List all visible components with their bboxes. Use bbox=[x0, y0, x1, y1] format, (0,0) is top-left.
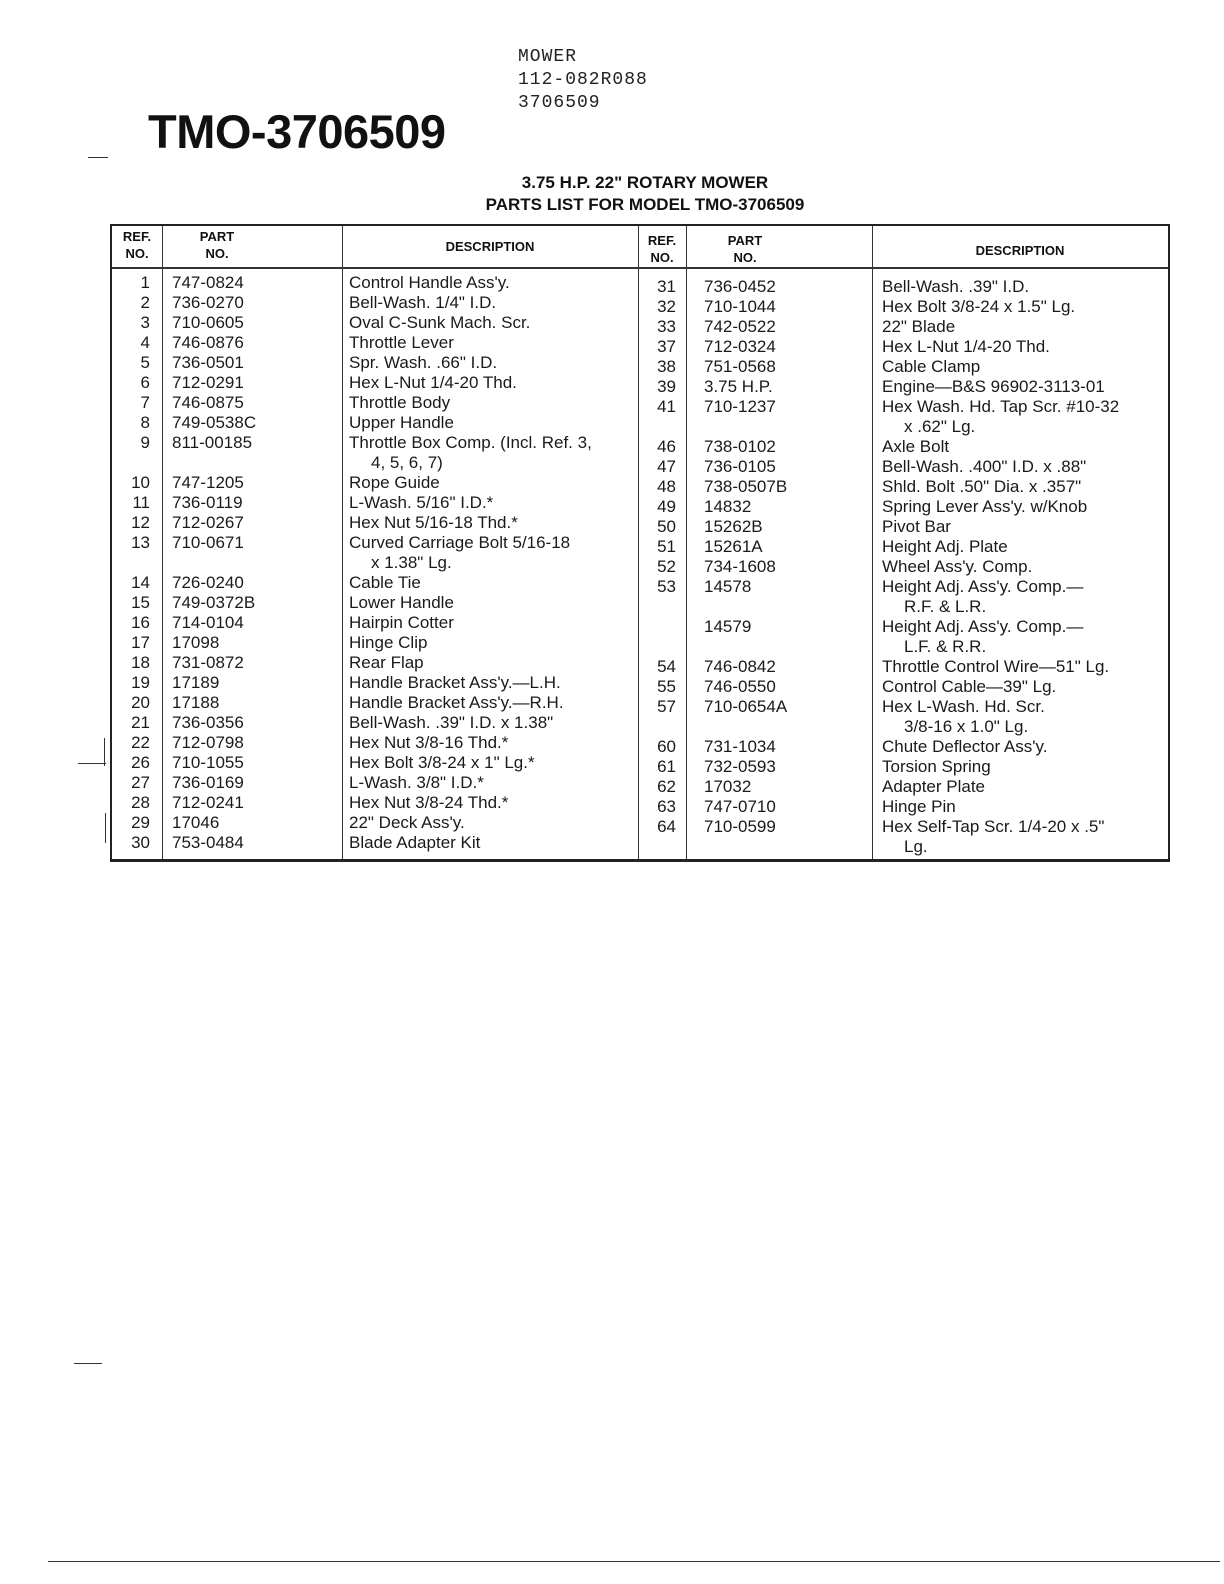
ref-number: 13 bbox=[131, 533, 150, 552]
part-description bbox=[349, 673, 561, 693]
table-row bbox=[638, 797, 1168, 817]
part-description bbox=[349, 593, 454, 613]
table-row bbox=[112, 473, 638, 493]
ref-number: 60 bbox=[657, 737, 676, 756]
ref-number: 52 bbox=[657, 557, 676, 576]
ref-number: 54 bbox=[657, 657, 676, 676]
table-row bbox=[638, 297, 1168, 317]
description-line: Hex Self-Tap Scr. 1/4-20 x .5" bbox=[882, 817, 1105, 836]
description-line: Rope Guide bbox=[349, 473, 440, 492]
part-description bbox=[882, 777, 985, 797]
ref-number: 61 bbox=[657, 757, 676, 776]
ref-number: 29 bbox=[131, 813, 150, 832]
table-row bbox=[112, 493, 638, 513]
part-description bbox=[349, 753, 535, 773]
part-number: 710-1044 bbox=[704, 297, 776, 316]
table-row bbox=[638, 677, 1168, 697]
part-description bbox=[882, 297, 1075, 317]
part-description bbox=[349, 333, 454, 353]
table-row bbox=[638, 497, 1168, 517]
table-row bbox=[638, 437, 1168, 457]
ref-number: 30 bbox=[131, 833, 150, 852]
part-number: 710-0654A bbox=[704, 697, 788, 716]
part-number: 746-0875 bbox=[172, 393, 244, 412]
table-row bbox=[638, 557, 1168, 577]
description-line: Hinge Pin bbox=[882, 797, 956, 816]
part-description bbox=[882, 497, 1087, 517]
ref-number: 33 bbox=[657, 317, 676, 336]
part-number: 14578 bbox=[704, 577, 752, 596]
table-row bbox=[112, 373, 638, 393]
part-description bbox=[349, 793, 508, 813]
part-number: 710-0671 bbox=[172, 533, 244, 552]
part-number: 736-0105 bbox=[704, 457, 776, 476]
description-line: Wheel Ass'y. Comp. bbox=[882, 557, 1033, 576]
table-row bbox=[112, 733, 638, 753]
part-number: 710-0599 bbox=[704, 817, 776, 836]
table-row bbox=[112, 433, 638, 473]
header-ref-line2: NO. bbox=[650, 250, 674, 265]
ref-number: 11 bbox=[132, 493, 150, 512]
description-continuation: 3/8-16 x 1.0" Lg. bbox=[904, 717, 1029, 736]
part-number: 747-1205 bbox=[172, 473, 244, 492]
subtitle-line-1: 3.75 H.P. 22" ROTARY MOWER bbox=[521, 173, 769, 192]
part-number: 14579 bbox=[704, 617, 752, 636]
part-description bbox=[349, 713, 553, 733]
part-description bbox=[882, 537, 1008, 557]
description-line: Engine—B&S 96902-3113-01 bbox=[882, 377, 1105, 396]
table-row bbox=[112, 513, 638, 533]
header-part-no-right bbox=[700, 232, 790, 266]
description-line: Throttle Body bbox=[349, 393, 451, 412]
table-row bbox=[112, 813, 638, 833]
description-line: Spring Lever Ass'y. w/Knob bbox=[882, 497, 1088, 516]
part-number: 710-0605 bbox=[172, 313, 244, 332]
ref-number: 8 bbox=[140, 413, 150, 432]
table-row bbox=[638, 457, 1168, 477]
description-line: Hex Nut 3/8-16 Thd.* bbox=[349, 733, 509, 752]
description-line: Torsion Spring bbox=[882, 757, 991, 776]
ref-number: 47 bbox=[657, 457, 676, 476]
description-line: Hairpin Cotter bbox=[349, 613, 454, 632]
ref-number: 15 bbox=[131, 593, 150, 612]
part-description bbox=[882, 797, 956, 817]
table-row bbox=[638, 617, 1168, 657]
table-row bbox=[638, 657, 1168, 677]
description-line: Throttle Lever bbox=[349, 333, 454, 352]
table-row bbox=[112, 753, 638, 773]
model-title: TMO-3706509 bbox=[148, 105, 446, 158]
description-line: Handle Bracket Ass'y.—R.H. bbox=[349, 693, 564, 712]
part-description bbox=[349, 633, 427, 653]
ref-number: 10 bbox=[131, 473, 150, 492]
table-row bbox=[638, 537, 1168, 557]
ref-number: 63 bbox=[657, 797, 676, 816]
description-line: Cable Tie bbox=[349, 573, 421, 592]
description-line: Lower Handle bbox=[349, 593, 454, 612]
stamp-line-1: MOWER bbox=[518, 47, 578, 67]
scan-mark bbox=[104, 738, 105, 766]
description-line: Handle Bracket Ass'y.—L.H. bbox=[349, 673, 561, 692]
ref-number: 49 bbox=[657, 497, 676, 516]
scan-mark bbox=[74, 1363, 102, 1364]
part-number: 710-1237 bbox=[704, 397, 776, 416]
part-description bbox=[882, 457, 1086, 477]
ref-number: 3 bbox=[140, 313, 150, 332]
ref-number: 32 bbox=[657, 297, 676, 316]
table-row bbox=[638, 577, 1168, 617]
ref-number: 37 bbox=[657, 337, 676, 356]
header-part-line2: NO. bbox=[205, 246, 229, 261]
table-row bbox=[638, 517, 1168, 537]
description-continuation: Lg. bbox=[904, 837, 928, 856]
table-row bbox=[112, 313, 638, 333]
description-line: Control Handle Ass'y. bbox=[349, 273, 510, 292]
table-row bbox=[112, 593, 638, 613]
part-number: 746-0550 bbox=[704, 677, 776, 696]
description-line: 22" Deck Ass'y. bbox=[349, 813, 465, 832]
scan-mark bbox=[88, 157, 108, 158]
header-ref-line1: REF. bbox=[122, 229, 152, 244]
table-row bbox=[112, 393, 638, 413]
part-number: 17032 bbox=[704, 777, 752, 796]
description-continuation: 4, 5, 6, 7) bbox=[371, 453, 443, 472]
part-number: 14832 bbox=[704, 497, 752, 516]
part-number: 712-0241 bbox=[172, 793, 244, 812]
table-row bbox=[638, 397, 1168, 437]
table-row bbox=[112, 693, 638, 713]
header-ref-line1: REF. bbox=[647, 233, 677, 248]
description-line: 22" Blade bbox=[882, 317, 956, 336]
part-description bbox=[349, 493, 493, 513]
part-number: 742-0522 bbox=[704, 317, 776, 336]
part-description bbox=[349, 533, 570, 573]
description-line: Hinge Clip bbox=[349, 633, 428, 652]
table-row bbox=[112, 333, 638, 353]
description-line: Hex Wash. Hd. Tap Scr. #10-32 bbox=[882, 397, 1120, 416]
description-line: Height Adj. Ass'y. Comp.— bbox=[882, 577, 1084, 596]
description-line: Curved Carriage Bolt 5/16-18 bbox=[349, 533, 571, 552]
ref-number: 62 bbox=[657, 777, 676, 796]
stamp-line-2: 112-082R088 bbox=[518, 70, 648, 90]
table-row bbox=[638, 317, 1168, 337]
ref-number: 64 bbox=[657, 817, 676, 836]
ref-number: 51 bbox=[657, 537, 676, 556]
part-description bbox=[349, 813, 465, 833]
ref-number: 14 bbox=[131, 573, 150, 592]
description-line: Upper Handle bbox=[349, 413, 454, 432]
description-line: Hex L-Nut 1/4-20 Thd. bbox=[349, 373, 517, 392]
table-row bbox=[638, 817, 1168, 857]
ref-number: 27 bbox=[131, 773, 150, 792]
scan-mark bbox=[48, 1561, 1220, 1562]
description-line: Bell-Wash. .39" I.D. x 1.38" bbox=[349, 713, 554, 732]
part-number: 734-1608 bbox=[704, 557, 776, 576]
table-row bbox=[112, 793, 638, 813]
part-number: 3.75 H.P. bbox=[704, 377, 773, 396]
description-line: Chute Deflector Ass'y. bbox=[882, 737, 1048, 756]
part-description bbox=[349, 393, 450, 413]
table-row bbox=[638, 277, 1168, 297]
part-description bbox=[882, 517, 951, 537]
description-line: Spr. Wash. .66" I.D. bbox=[349, 353, 498, 372]
description-line: Hex Bolt 3/8-24 x 1" Lg.* bbox=[349, 753, 535, 772]
ref-number: 53 bbox=[657, 577, 676, 596]
header-ref-line2: NO. bbox=[125, 246, 149, 261]
ref-number: 20 bbox=[131, 693, 150, 712]
part-number: 736-0452 bbox=[704, 277, 776, 296]
ref-number: 9 bbox=[140, 433, 150, 452]
part-number: 746-0876 bbox=[172, 333, 244, 352]
part-description bbox=[882, 377, 1105, 397]
part-description bbox=[349, 273, 510, 293]
description-continuation: L.F. & R.R. bbox=[904, 637, 987, 656]
ref-number: 26 bbox=[131, 753, 150, 772]
table-row bbox=[112, 653, 638, 673]
ref-number: 48 bbox=[657, 477, 676, 496]
description-line: Control Cable—39" Lg. bbox=[882, 677, 1057, 696]
description-line: L-Wash. 5/16" I.D.* bbox=[349, 493, 494, 512]
stamp-line-3: 3706509 bbox=[518, 93, 601, 113]
description-continuation: x 1.38" Lg. bbox=[371, 553, 452, 572]
description-line: Hex Bolt 3/8-24 x 1.5" Lg. bbox=[882, 297, 1076, 316]
description-line: Cable Clamp bbox=[882, 357, 981, 376]
table-row bbox=[638, 737, 1168, 757]
header-divider bbox=[112, 267, 1168, 269]
ref-number: 38 bbox=[657, 357, 676, 376]
part-description bbox=[882, 337, 1050, 357]
part-description bbox=[882, 817, 1104, 857]
part-number: 749-0372B bbox=[172, 593, 256, 612]
description-line: Bell-Wash. .39" I.D. bbox=[882, 277, 1030, 296]
part-description bbox=[349, 653, 424, 673]
file-stamp bbox=[518, 46, 648, 115]
ref-number: 1 bbox=[140, 273, 150, 292]
table-row bbox=[638, 777, 1168, 797]
table-row bbox=[112, 273, 638, 293]
table-row bbox=[112, 833, 638, 853]
part-number: 746-0842 bbox=[704, 657, 776, 676]
part-description bbox=[349, 513, 518, 533]
part-number: 747-0824 bbox=[172, 273, 244, 292]
table-row bbox=[638, 477, 1168, 497]
part-description bbox=[349, 773, 484, 793]
table-row bbox=[112, 573, 638, 593]
part-description bbox=[882, 397, 1119, 437]
ref-number: 16 bbox=[131, 613, 150, 632]
ref-number: 21 bbox=[131, 713, 150, 732]
scan-mark bbox=[78, 763, 106, 764]
table-row bbox=[112, 533, 638, 573]
description-line: Throttle Box Comp. (Incl. Ref. 3, bbox=[349, 433, 592, 452]
part-number: 17046 bbox=[172, 813, 220, 832]
header-description-right bbox=[872, 242, 1168, 259]
part-number: 712-0291 bbox=[172, 373, 244, 392]
description-line: Axle Bolt bbox=[882, 437, 950, 456]
subtitle-line-2: PARTS LIST FOR MODEL TMO-3706509 bbox=[485, 195, 805, 214]
part-number: 738-0102 bbox=[704, 437, 776, 456]
part-number: 17189 bbox=[172, 673, 220, 692]
part-description bbox=[349, 613, 454, 633]
part-number: 751-0568 bbox=[704, 357, 776, 376]
description-line: Throttle Control Wire—51" Lg. bbox=[882, 657, 1110, 676]
part-number: 714-0104 bbox=[172, 613, 244, 632]
part-number: 17098 bbox=[172, 633, 220, 652]
table-row bbox=[638, 357, 1168, 377]
table-row bbox=[112, 413, 638, 433]
part-number: 731-1034 bbox=[704, 737, 776, 756]
description-continuation: R.F. & L.R. bbox=[904, 597, 987, 616]
header-ref-no bbox=[112, 228, 162, 262]
part-number: 15262B bbox=[704, 517, 763, 536]
table-row bbox=[112, 613, 638, 633]
table-row bbox=[638, 337, 1168, 357]
part-number: 749-0538C bbox=[172, 413, 257, 432]
description-line: Height Adj. Ass'y. Comp.— bbox=[882, 617, 1084, 636]
description-line: Bell-Wash. 1/4" I.D. bbox=[349, 293, 497, 312]
header-description bbox=[342, 238, 638, 255]
table-row bbox=[112, 293, 638, 313]
header-description-label: DESCRIPTION bbox=[445, 239, 535, 254]
part-number: 712-0798 bbox=[172, 733, 244, 752]
part-number: 712-0267 bbox=[172, 513, 244, 532]
part-description bbox=[349, 833, 480, 853]
ref-number: 50 bbox=[657, 517, 676, 536]
description-line: Hex Nut 3/8-24 Thd.* bbox=[349, 793, 509, 812]
header-part-line1: PART bbox=[727, 233, 763, 248]
description-line: Hex L-Nut 1/4-20 Thd. bbox=[882, 337, 1050, 356]
part-number: 753-0484 bbox=[172, 833, 244, 852]
part-description bbox=[349, 373, 517, 393]
parts-column-left bbox=[112, 273, 638, 853]
header-description-label: DESCRIPTION bbox=[975, 243, 1065, 258]
part-number: 726-0240 bbox=[172, 573, 244, 592]
part-description bbox=[882, 657, 1109, 677]
part-number: 17188 bbox=[172, 693, 220, 712]
part-number: 731-0872 bbox=[172, 653, 244, 672]
ref-number: 57 bbox=[657, 697, 676, 716]
ref-number: 18 bbox=[131, 653, 150, 672]
table-row bbox=[112, 353, 638, 373]
table-row bbox=[112, 633, 638, 653]
part-number: 736-0169 bbox=[172, 773, 244, 792]
part-number: 738-0507B bbox=[704, 477, 788, 496]
description-continuation: x .62" Lg. bbox=[904, 417, 976, 436]
ref-number: 28 bbox=[131, 793, 150, 812]
ref-number: 39 bbox=[657, 377, 676, 396]
table-row bbox=[112, 773, 638, 793]
part-number: 710-1055 bbox=[172, 753, 244, 772]
part-description bbox=[882, 317, 955, 337]
part-description bbox=[349, 693, 564, 713]
header-part-line2: NO. bbox=[733, 250, 757, 265]
part-description bbox=[349, 473, 440, 493]
part-number: 732-0593 bbox=[704, 757, 776, 776]
part-description bbox=[349, 433, 592, 473]
ref-number: 5 bbox=[140, 353, 150, 372]
description-line: Pivot Bar bbox=[882, 517, 951, 536]
header-part-line1: PART bbox=[199, 229, 235, 244]
part-number: 811-00185 bbox=[172, 433, 253, 452]
part-description bbox=[882, 697, 1045, 737]
description-line: Hex L-Wash. Hd. Scr. bbox=[882, 697, 1045, 716]
parts-column-right bbox=[638, 277, 1168, 857]
description-line: Hex Nut 5/16-18 Thd.* bbox=[349, 513, 518, 532]
ref-number: 41 bbox=[657, 397, 676, 416]
part-description bbox=[882, 477, 1081, 497]
description-line: Bell-Wash. .400" I.D. x .88" bbox=[882, 457, 1087, 476]
ref-number: 55 bbox=[657, 677, 676, 696]
header-part-no bbox=[172, 228, 262, 262]
parts-list-table bbox=[110, 224, 1170, 862]
part-number: 747-0710 bbox=[704, 797, 776, 816]
part-description bbox=[882, 277, 1029, 297]
description-line: Shld. Bolt .50" Dia. x .357" bbox=[882, 477, 1082, 496]
ref-number: 17 bbox=[131, 633, 150, 652]
part-description bbox=[882, 577, 1083, 617]
ref-number: 4 bbox=[140, 333, 150, 352]
description-line: Oval C-Sunk Mach. Scr. bbox=[349, 313, 531, 332]
part-description bbox=[882, 677, 1056, 697]
scan-mark bbox=[105, 813, 106, 843]
part-number: 736-0501 bbox=[172, 353, 244, 372]
description-line: Adapter Plate bbox=[882, 777, 986, 796]
part-description bbox=[349, 313, 530, 333]
part-description bbox=[349, 293, 496, 313]
description-line: Height Adj. Plate bbox=[882, 537, 1008, 556]
description-line: L-Wash. 3/8" I.D.* bbox=[349, 773, 484, 792]
ref-number: 7 bbox=[140, 393, 150, 412]
part-description bbox=[349, 573, 421, 593]
part-description bbox=[882, 357, 980, 377]
part-description bbox=[882, 757, 991, 777]
description-line: Rear Flap bbox=[349, 653, 424, 672]
part-number: 15261A bbox=[704, 537, 763, 556]
header-ref-no-right bbox=[638, 232, 686, 266]
part-number: 736-0356 bbox=[172, 713, 244, 732]
ref-number: 19 bbox=[131, 673, 150, 692]
ref-number: 2 bbox=[140, 293, 150, 312]
ref-number: 31 bbox=[657, 277, 676, 296]
part-number: 712-0324 bbox=[704, 337, 776, 356]
table-row bbox=[638, 757, 1168, 777]
table-row bbox=[638, 377, 1168, 397]
part-number: 736-0270 bbox=[172, 293, 244, 312]
ref-number: 6 bbox=[140, 373, 150, 392]
ref-number: 22 bbox=[131, 733, 150, 752]
description-line: Blade Adapter Kit bbox=[349, 833, 481, 852]
ref-number: 46 bbox=[657, 437, 676, 456]
part-description bbox=[882, 737, 1047, 757]
ref-number: 12 bbox=[131, 513, 150, 532]
part-description bbox=[349, 413, 454, 433]
part-description bbox=[882, 557, 1032, 577]
part-description bbox=[349, 353, 497, 373]
table-row bbox=[112, 713, 638, 733]
table-row bbox=[638, 697, 1168, 737]
part-description bbox=[882, 617, 1083, 657]
table-row bbox=[112, 673, 638, 693]
part-description bbox=[349, 733, 508, 753]
part-description bbox=[882, 437, 949, 457]
part-number: 736-0119 bbox=[172, 493, 243, 512]
